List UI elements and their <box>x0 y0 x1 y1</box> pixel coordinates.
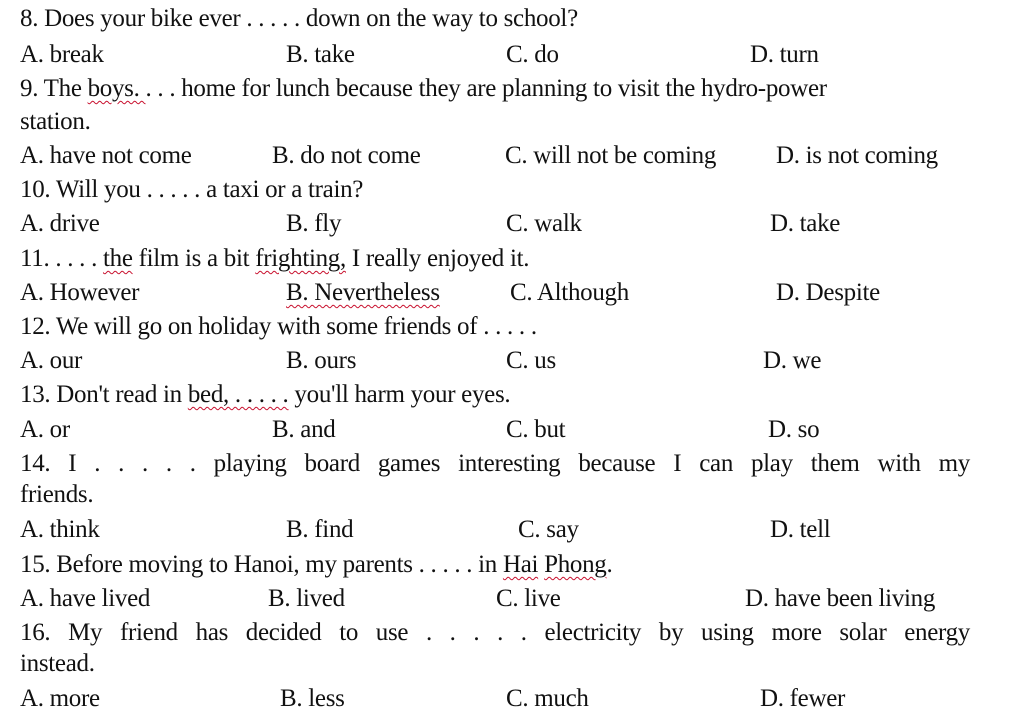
question-16-option-c: C. much <box>506 685 589 712</box>
question-13-option-d: D. so <box>768 416 820 443</box>
question-8-option-a: A. break <box>20 41 104 68</box>
question-15-option-c: C. live <box>496 585 561 612</box>
question-9-option-d: D. is not coming <box>776 142 938 169</box>
question-9-option-b: B. do not come <box>272 142 421 169</box>
q13-flagged-word: bed, . . . . . <box>187 381 289 408</box>
question-11-stem <box>20 244 529 274</box>
question-16-option-a: A. more <box>20 685 100 712</box>
question-10-option-a: A. drive <box>20 210 100 237</box>
question-8-option-c: C. do <box>506 41 559 68</box>
question-16-option-d: D. fewer <box>760 685 846 712</box>
question-15-option-d: D. have been living <box>745 585 936 612</box>
question-13-option-b: B. and <box>272 416 336 443</box>
q15-part: . <box>606 551 613 578</box>
q15-part: 15. Before moving to Hanoi, my parents . . . . . in <box>20 551 503 578</box>
question-11-option-d: D. Despite <box>776 279 880 306</box>
question-13-option-c: C. but <box>506 416 566 443</box>
question-11-option-a: A. However <box>20 279 140 306</box>
q13-part: 13. Don't read in <box>20 381 188 408</box>
question-9-stem <box>20 74 827 104</box>
question-12-option-d: D. we <box>763 347 822 374</box>
q9-flagged-word: boys. <box>87 75 146 102</box>
q15-flagged-word: Phong <box>544 551 607 578</box>
question-12-option-c: C. us <box>506 347 556 374</box>
q11-flagged-word: frighting, <box>255 245 346 272</box>
question-9-option-c: C. will not be coming <box>505 142 717 169</box>
question-9-stem-continued: station. <box>20 108 91 135</box>
question-14-stem-continued: friends. <box>20 481 94 508</box>
question-8-option-d: D. turn <box>750 41 819 68</box>
question-15-option-b: B. lived <box>268 585 345 612</box>
q13-part: you'll harm your eyes. <box>288 381 511 408</box>
question-14-stem: 14. I . . . . . playing board games interesting because I can play them with my <box>20 450 970 477</box>
question-10-option-b: B. fly <box>286 210 342 237</box>
question-10-option-c: C. walk <box>506 210 582 237</box>
question-15-option-a: A. have lived <box>20 585 151 612</box>
q9-part: 9. The <box>20 75 88 102</box>
q9-part: . . . home for lunch because they are planning to visit the hydro-power <box>145 75 827 102</box>
question-14-option-c: C. say <box>518 516 579 543</box>
question-8-option-b: B. take <box>286 41 355 68</box>
q11-part: I really enjoyed it. <box>345 245 530 272</box>
question-8-stem: 8. Does your bike ever . . . . . down on the way to school? <box>20 5 578 32</box>
question-11-option-b: B. Nevertheless <box>286 279 440 306</box>
question-14-option-a: A. think <box>20 516 100 543</box>
question-14-option-d: D. tell <box>770 516 831 543</box>
question-12-stem: 12. We will go on holiday with some friends of . . . . . <box>20 313 537 340</box>
q11-part: film is a bit <box>132 245 256 272</box>
question-13-option-a: A. or <box>20 416 70 443</box>
question-12-option-b: B. ours <box>286 347 357 374</box>
question-11-option-c: C. Although <box>510 279 629 306</box>
q11-flagged-word: the <box>102 245 133 272</box>
question-16-option-b: B. less <box>280 685 345 712</box>
question-14-option-b: B. find <box>286 516 354 543</box>
question-15-stem <box>20 550 612 580</box>
question-10-option-d: D. take <box>770 210 841 237</box>
question-10-stem: 10. Will you . . . . . a taxi or a train? <box>20 176 364 203</box>
q15-flagged-word: Hai <box>502 551 539 578</box>
question-12-option-a: A. our <box>20 347 83 374</box>
q11-part: 11. . . . . <box>20 245 103 272</box>
question-9-option-a: A. have not come <box>20 142 192 169</box>
question-16-stem: 16. My friend has decided to use . . . . . electricity by using more solar energy <box>20 619 970 646</box>
question-13-stem <box>20 380 510 410</box>
question-16-stem-continued: instead. <box>20 650 95 677</box>
